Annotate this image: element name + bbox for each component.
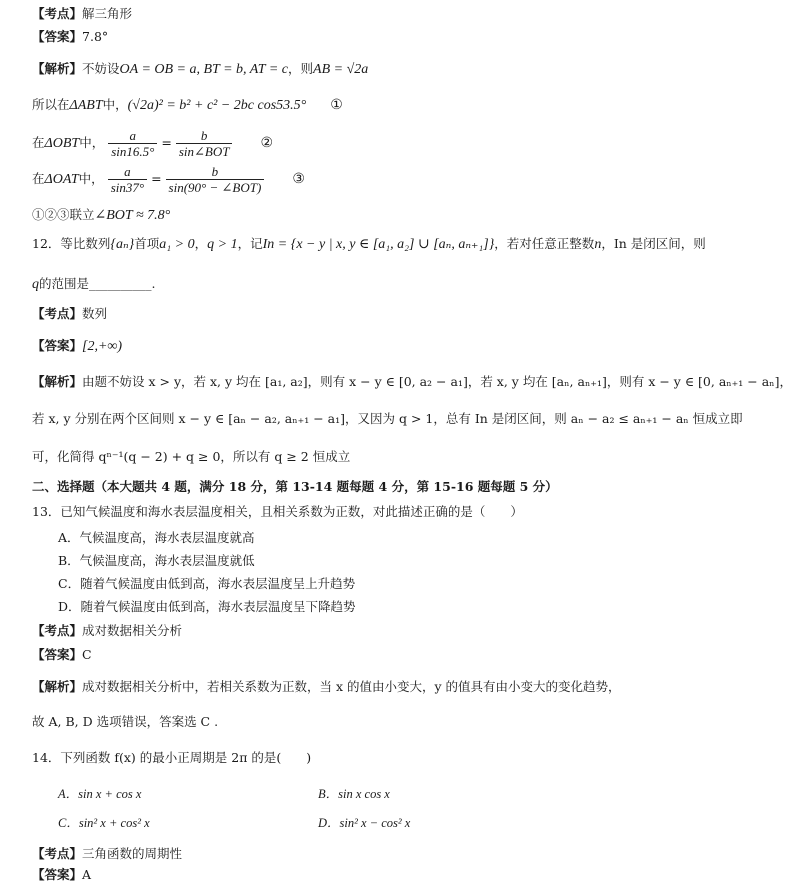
analysis-text: 成对数据相关分析中，若相关系数为正数，当 x 的值由小变大，y 的值具有由小变大的变化趋势， — [82, 679, 621, 694]
text: ①②③联立 — [32, 207, 95, 222]
topic-tag: 【考点】 — [32, 846, 83, 861]
q14-option-a: A．sin x + cos x — [58, 787, 142, 801]
stem-text: ，记 — [237, 236, 263, 251]
denominator: sin16.5° — [111, 144, 155, 159]
answer-tag: 【答案】 — [32, 867, 83, 882]
topic-value: 三角函数的周期性 — [82, 846, 183, 861]
analysis-text: ，则 — [288, 61, 314, 76]
q11-eq2-line: 在ΔOBT中， $\frac{a}{\sin 16.5^\circ}$ = $\frac{b}{\text{sin∠BOT}}$ ② — [32, 128, 273, 159]
analysis-text: 由题不妨设 x > y，若 x, y 均在 [a₁, a₂]，则有 x − y ∈ [0, a₂ − a₁]，若 x, y 均在 [aₙ, aₙ₊₁]，则有 x − y ∈ [0, aₙ₊₁ − aₙ]， — [82, 374, 792, 389]
text: 中， — [79, 135, 105, 150]
text: 中， — [102, 97, 128, 112]
numerator: a — [108, 128, 157, 144]
q12-analysis-line-3 — [32, 449, 350, 465]
q13-option-a: A．气候温度高，海水表层温度就高 — [58, 530, 255, 545]
numerator: b — [176, 128, 233, 144]
setup-math: OA = OB = a, BT = b, AT = c — [119, 62, 289, 77]
topic-tag: 【考点】 — [32, 6, 83, 21]
stem-text: . — [151, 276, 156, 291]
numerator: b — [166, 164, 265, 180]
q13-stem: 13．已知气候温度和海水表层温度相关，且相关系数为正数，对此描述正确的是（ ） — [32, 504, 523, 519]
fraction-left — [108, 164, 147, 195]
fraction-left — [108, 128, 157, 159]
analysis-text: 不妨设 — [82, 61, 120, 76]
analysis-tag: 【解析】 — [32, 679, 83, 694]
answer-tag: 【答案】 — [32, 338, 83, 353]
stem-text: 首项 — [134, 236, 160, 251]
equation-1: (√2a)² = b² + c² − 2bc cos53.5° — [127, 98, 307, 113]
triangle-name: ΔOAT — [44, 172, 79, 187]
analysis-text: 故 A, B, D 选项错误，答案选 C . — [32, 714, 219, 729]
q12-stem-line — [32, 236, 706, 253]
denominator: sin∠BOT — [178, 144, 230, 159]
q13-option-c: C．随着气候温度由低到高，海水表层温度呈上升趋势 — [58, 576, 356, 591]
q12-topic-line — [32, 306, 107, 322]
sequence-math: {aₙ} — [110, 237, 135, 252]
q11-analysis-line — [32, 61, 368, 78]
q13-option-d: D．随着气候温度由低到高，海水表层温度呈下降趋势 — [58, 599, 356, 614]
q14-option-d: D．sin² x − cos² x — [318, 816, 411, 830]
q13-analysis-line-2 — [32, 714, 218, 730]
stem-text: ， — [194, 236, 208, 251]
denominator: sin(90° − ∠BOT) — [168, 180, 262, 195]
q14-option-b: B．sin x cos x — [318, 787, 390, 801]
circle-mark-3: ③ — [292, 171, 305, 187]
stem-text: 12．等比数列 — [32, 236, 111, 251]
variable: q — [32, 277, 39, 292]
numerator: a — [108, 164, 147, 180]
answer-tag: 【答案】 — [32, 647, 83, 662]
answer-value: 7.8° — [82, 29, 109, 44]
topic-value: 解三角形 — [82, 6, 133, 21]
triangle-name: ΔABT — [69, 98, 103, 113]
text: 中， — [78, 171, 104, 186]
denominator: sin37° — [110, 180, 145, 195]
analysis-tag: 【解析】 — [32, 374, 83, 389]
condition-math: a₁ > 0 — [159, 237, 195, 252]
fraction-right — [176, 128, 233, 159]
topic-tag: 【考点】 — [32, 623, 83, 638]
q12-answer-line — [32, 338, 122, 355]
topic-value: 成对数据相关分析 — [82, 623, 183, 638]
q11-answer-line — [32, 29, 108, 45]
q11-topic-line — [32, 6, 132, 22]
answer-value: C — [82, 647, 92, 662]
q11-eq1-line — [32, 97, 343, 114]
q12-stem-line-2 — [32, 276, 156, 293]
analysis-tag: 【解析】 — [32, 61, 83, 76]
q13-option-b: B．气候温度高，海水表层温度就低 — [58, 553, 255, 568]
circle-mark-2: ② — [260, 135, 273, 151]
combine-math: ∠BOT ≈ 7.8° — [94, 208, 171, 223]
analysis-text: 若 x, y 分别在两个区间则 x − y ∈ [aₙ − a₂, aₙ₊₁ − a₁]，又因为 q > 1，总有 In 是闭区间，则 aₙ − a₂ ≤ aₙ₊₁ − aₙ 恒成立即 — [32, 411, 743, 426]
circle-mark-1: ① — [330, 97, 343, 113]
stem-text: ，若对任意正整数 — [494, 236, 595, 251]
q14-option-c: C．sin² x + cos² x — [58, 816, 150, 830]
answer-blank: __________ — [89, 276, 152, 291]
answer-value: A — [82, 867, 92, 882]
text: 所以在 — [32, 97, 70, 112]
q11-combine-line — [32, 207, 170, 224]
triangle-name: ΔOBT — [44, 136, 80, 151]
set-definition: In = {x − y | x, y ∈ [a₁, a₂] ∪ [aₙ, aₙ₊₁]} — [262, 237, 495, 252]
analysis-text: 可，化简得 qⁿ⁻¹(q − 2) + q ≥ 0，所以有 q ≥ 2 恒成立 — [32, 449, 351, 464]
topic-value: 数列 — [82, 306, 108, 321]
answer-tag: 【答案】 — [32, 29, 83, 44]
stem-text: 的范围是 — [39, 276, 90, 291]
condition-math: q > 1 — [207, 237, 238, 252]
q12-analysis-line-2 — [32, 411, 743, 427]
q12-analysis-line-1 — [32, 374, 792, 390]
answer-value: [2,+∞) — [82, 339, 123, 354]
stem-text: ，In 是闭区间，则 — [601, 236, 706, 251]
q13-analysis-line-1 — [32, 679, 621, 695]
fraction-right — [166, 164, 265, 195]
q11-eq3-line: 在ΔOAT中， $\frac{a}{\sin 37^\circ}$ = $\frac{b}{\text{sin(90° − ∠BOT)}}$ ③ — [32, 164, 305, 195]
topic-tag: 【考点】 — [32, 306, 83, 321]
q14-answer-line — [32, 867, 91, 883]
variable: n — [594, 237, 602, 252]
text: 在 — [32, 171, 45, 186]
section-heading: 二、选择题（本大题共 4 题，满分 18 分，第 13-14 题每题 4 分，第 15-16 题每题 5 分） — [32, 479, 558, 494]
text: 在 — [32, 135, 45, 150]
q14-stem: 14．下列函数 f(x) 的最小正周期是 2π 的是( ) — [32, 750, 312, 765]
ab-math: AB = √2a — [313, 62, 369, 77]
q13-topic-line — [32, 623, 182, 639]
q14-topic-line — [32, 846, 182, 862]
q13-answer-line — [32, 647, 92, 663]
